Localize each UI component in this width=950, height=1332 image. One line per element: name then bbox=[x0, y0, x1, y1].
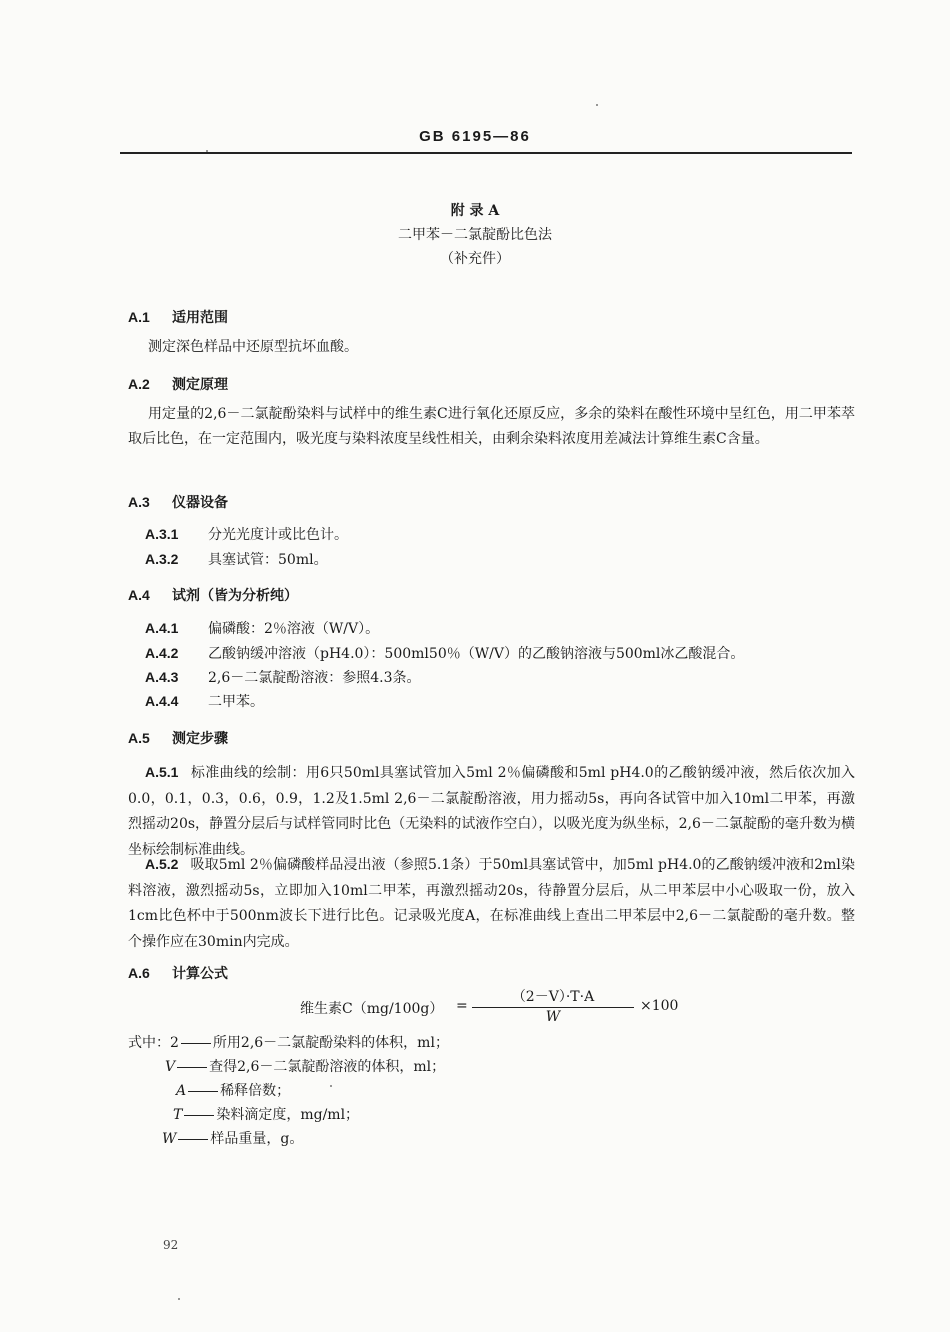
scan-speck bbox=[206, 150, 208, 152]
step-number: A.5.1 bbox=[145, 764, 179, 780]
legend-intro: 式中： bbox=[128, 1035, 170, 1051]
legend-text: 所用2,6－二氯靛酚染料的体积，ml； bbox=[212, 1035, 449, 1051]
legend-item bbox=[170, 1032, 449, 1052]
formula-fraction bbox=[472, 986, 634, 1025]
legend-symbol: W bbox=[162, 1131, 177, 1147]
legend-item bbox=[162, 1128, 303, 1148]
section-number: A.6 bbox=[128, 965, 150, 981]
legend-dash bbox=[178, 1139, 208, 1140]
scan-speck bbox=[596, 104, 598, 106]
page-number: 92 bbox=[163, 1238, 179, 1252]
step-number: A.5.2 bbox=[145, 856, 179, 872]
item-number: A.4.2 bbox=[145, 645, 179, 661]
section-number: A.3 bbox=[128, 494, 150, 510]
item-number: A.4.1 bbox=[145, 620, 179, 636]
legend-symbol: 2 bbox=[170, 1035, 179, 1051]
legend-text: 稀释倍数； bbox=[220, 1083, 291, 1099]
item-number: A.3.2 bbox=[145, 551, 179, 567]
scan-speck bbox=[178, 1298, 180, 1300]
item-text: 分光光度计或比色计。 bbox=[208, 527, 348, 543]
item-text: 2,6－二氯靛酚溶液：参照4.3条。 bbox=[208, 670, 421, 686]
formula-lhs: 维生素C（mg/100g） bbox=[300, 1001, 444, 1017]
formula-equals: = bbox=[456, 998, 468, 1014]
list-item bbox=[145, 691, 264, 711]
section-number: A.2 bbox=[128, 376, 150, 392]
item-text: 乙酸钠缓冲溶液（pH4.0）：500ml50％（W/V）的乙酸钠溶液与500ml冰乙酸混合。 bbox=[208, 646, 745, 662]
list-item bbox=[145, 549, 328, 569]
section-number: A.4 bbox=[128, 587, 150, 603]
legend-text: 染料滴定度，mg/ml； bbox=[216, 1107, 360, 1123]
header-rule bbox=[120, 152, 852, 154]
section-number: A.5 bbox=[128, 730, 150, 746]
legend-dash bbox=[188, 1091, 218, 1092]
section-text: 用定量的2,6－二氯靛酚染料与试样中的维生素C进行氧化还原反应，多余的染料在酸性环境中呈红色，用二甲苯萃取后比色，在一定范围内，吸光度与染料浓度呈线性相关，由剩余染料浓度用差减法计算维生素C含量。 bbox=[128, 406, 855, 447]
formula bbox=[300, 990, 720, 1026]
legend-dash bbox=[177, 1067, 207, 1068]
item-number: A.4.4 bbox=[145, 693, 179, 709]
step-paragraph bbox=[128, 760, 855, 863]
item-text: 偏磷酸：2％溶液（W/V）。 bbox=[208, 621, 380, 637]
section-heading bbox=[128, 728, 228, 748]
list-item bbox=[145, 667, 421, 687]
legend-item bbox=[176, 1080, 290, 1100]
section-heading bbox=[128, 963, 228, 983]
section-heading bbox=[128, 374, 228, 394]
legend-symbol: A bbox=[176, 1083, 187, 1099]
section-title: 测定原理 bbox=[172, 377, 228, 393]
step-text: 标准曲线的绘制：用6只50ml具塞试管加入5ml 2％偏磷酸和5ml pH4.0的乙酸钠缓冲液，然后依次加入0.0，0.1，0.3，0.6，0.9，1.2及1.5ml 2,6－二氯靛酚溶液，用力摇动5s，再向各试管中加入10ml二甲苯，再激烈摇动20s，静置分层后与试样管同时比色（无染料的试液作空白），以吸光度为纵坐标，2,6－二氯靛酚的毫升数为横坐标绘制标准曲线。 bbox=[128, 765, 855, 858]
item-text: 二甲苯。 bbox=[208, 694, 264, 710]
item-number: A.3.1 bbox=[145, 526, 179, 542]
section-heading bbox=[128, 307, 228, 327]
appendix-label: 附 录 A bbox=[450, 203, 500, 219]
appendix-note: （补充件） bbox=[440, 251, 510, 267]
legend-dash bbox=[184, 1115, 214, 1116]
legend-text: 查得2,6－二氯靛酚溶液的体积，ml； bbox=[209, 1059, 446, 1075]
item-text: 具塞试管：50ml。 bbox=[208, 552, 328, 568]
item-number: A.4.3 bbox=[145, 669, 179, 685]
scan-speck bbox=[330, 1085, 332, 1087]
step-text: 吸取5ml 2％偏磷酸样品浸出液（参照5.1条）于50ml具塞试管中，加5ml pH4.0的乙酸钠缓冲液和2ml染料溶液，激烈摇动5s，立即加入10ml二甲苯，再激烈摇动20s，待静置分层后，从二甲苯层中小心吸取一份，放入1cm比色杯中于500nm波长下进行比色。记录吸光度A，在标准曲线上查出二甲苯层中2,6－二氯靛酚的毫升数。整个操作应在30min内完成。 bbox=[128, 857, 855, 950]
list-item bbox=[145, 618, 379, 638]
formula-multiplier: ×100 bbox=[640, 998, 679, 1014]
legend-dash bbox=[181, 1043, 211, 1044]
legend-symbol: V bbox=[165, 1059, 176, 1075]
formula-denominator: W bbox=[545, 1009, 561, 1025]
section-title: 计算公式 bbox=[172, 966, 228, 982]
list-item bbox=[145, 643, 744, 663]
section-title: 测定步骤 bbox=[172, 731, 228, 747]
appendix-title: 二甲苯－二氯靛酚比色法 bbox=[398, 227, 552, 243]
legend-item bbox=[165, 1056, 445, 1076]
standard-code: GB 6195—86 bbox=[419, 128, 531, 145]
legend-text: 样品重量，g。 bbox=[210, 1131, 304, 1147]
list-item bbox=[145, 524, 348, 544]
section-text: 测定深色样品中还原型抗坏血酸。 bbox=[148, 339, 358, 355]
section-title: 仪器设备 bbox=[172, 495, 228, 511]
formula-numerator: （2－V）·T·A bbox=[472, 986, 634, 1008]
section-title: 适用范围 bbox=[172, 310, 228, 326]
step-paragraph bbox=[128, 852, 855, 955]
section-title: 试剂（皆为分析纯） bbox=[172, 588, 298, 604]
legend-symbol: T bbox=[173, 1107, 183, 1123]
section-heading bbox=[128, 585, 298, 605]
section-heading bbox=[128, 492, 228, 512]
section-number: A.1 bbox=[128, 309, 150, 325]
legend-item bbox=[173, 1104, 359, 1124]
